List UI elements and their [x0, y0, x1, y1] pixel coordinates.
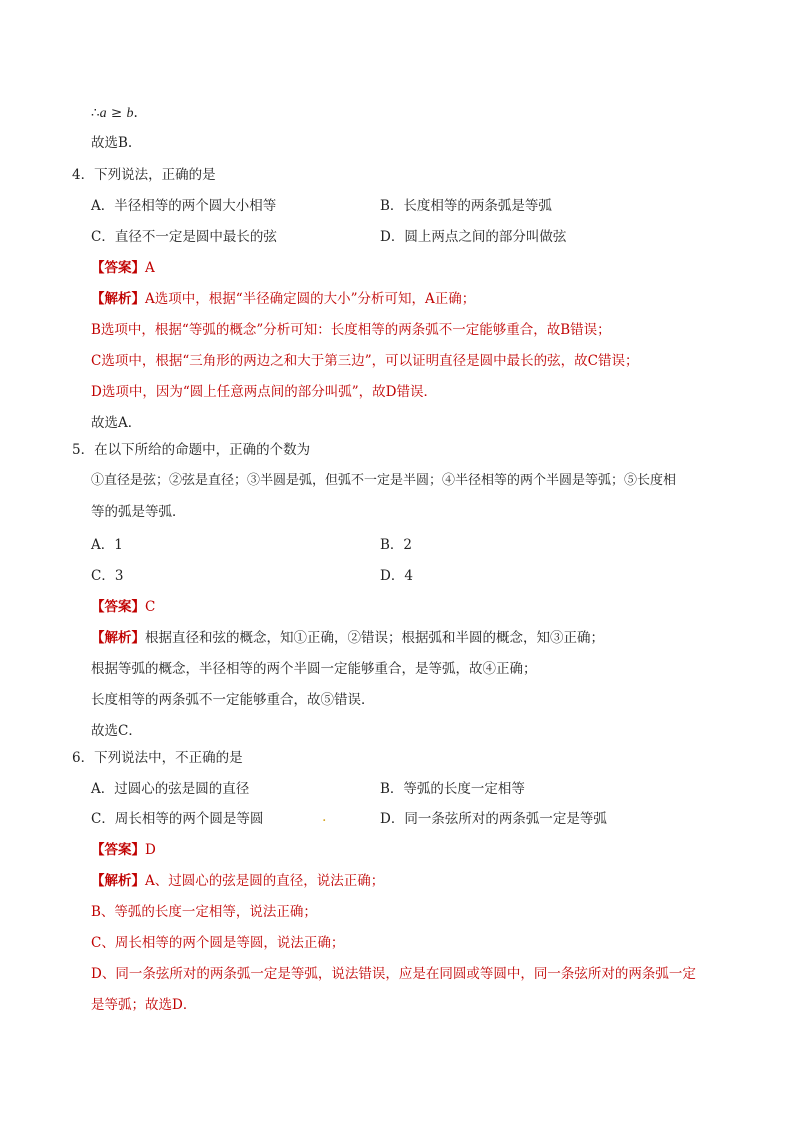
q6-answer-tag: 【答案】	[91, 842, 145, 858]
q6-option-b: B．等弧的长度一定相等	[380, 781, 525, 797]
q5-answer-tag: 【答案】	[91, 599, 145, 615]
q5-option-a: A．1	[91, 537, 123, 553]
q4-answer-value: A	[145, 260, 155, 276]
therefore-symbol: ∴	[91, 105, 100, 121]
q5-stem: 5．在以下所给的命题中，正确的个数为	[72, 442, 311, 458]
q4-analysis-tag: 【解析】	[91, 291, 145, 307]
q4-option-d: D．圆上两点之间的部分叫做弦	[380, 229, 567, 245]
q5-choose: 故选C．	[91, 723, 142, 739]
q4-analysis-text-1: A选项中，根据“半径确定圆的大小”分析可知，A正确；	[145, 291, 476, 307]
q6-analysis-4: D、同一条弦所对的两条弧一定是等弧，说法错误，应是在同圆或等圆中，同一条弦所对的两条弧一定	[91, 966, 696, 982]
q5-body-1: ①直径是弦；②弦是直径；③半圆是弧，但弧不一定是半圆；④半径相等的两个半圆是等弧；⑤长度相	[91, 473, 677, 488]
q5-analysis-2: 根据等弧的概念，半径相等的两个半圆一定能够重合，是等弧，故④正确；	[91, 661, 537, 677]
q4-analysis-2: B选项中，根据“等弧的概念”分析可知：长度相等的两条弧不一定能够重合，故B错误；	[91, 322, 611, 338]
q5-analysis-tag: 【解析】	[91, 630, 145, 646]
q4-option-c: C．直径不一定是圆中最长的弦	[91, 229, 277, 245]
therefore-line	[91, 104, 138, 123]
q6-analysis-3: C、周长相等的两个圆是等圆，说法正确；	[91, 935, 345, 951]
q4-answer	[91, 259, 155, 277]
expr-end: .	[133, 105, 138, 121]
q5-analysis-1	[91, 629, 604, 647]
q4-stem: 4．下列说法，正确的是	[72, 167, 216, 183]
q4-analysis-4: D选项中，因为“圆上任意两点间的部分叫弧”，故D错误．	[91, 384, 437, 400]
q5-body-2: 等的弧是等弧．	[91, 504, 186, 520]
q5-analysis-text-1: 根据直径和弦的概念，知①正确，②错误；根据弧和半圆的概念，知③正确；	[145, 630, 604, 646]
q6-option-a: A．过圆心的弦是圆的直径	[91, 781, 250, 797]
q6-answer-value: D	[145, 842, 156, 858]
expr-b: b	[126, 106, 134, 121]
q4-analysis-1	[91, 290, 475, 308]
q6-analysis-tag: 【解析】	[91, 873, 145, 889]
q6-analysis-text-1: A、过圆心的弦是圆的直径，说法正确；	[145, 873, 385, 889]
q5-answer-value: C	[145, 599, 156, 615]
intro-choose: 故选B.	[91, 135, 133, 151]
q5-analysis-3: 长度相等的两条弧不一定能够重合，故⑤错误．	[91, 692, 375, 708]
q4-option-b: B．长度相等的两条弧是等弧	[380, 198, 552, 214]
q4-choose: 故选A．	[91, 415, 142, 431]
q5-option-b: B．2	[380, 537, 413, 553]
q4-option-a: A．半径相等的两个圆大小相等	[91, 198, 277, 214]
q6-option-c: C．周长相等的两个圆是等圆	[91, 811, 264, 827]
q6-option-d: D．同一条弦所对的两条弧一定是等弧	[380, 811, 607, 827]
q5-option-d: D．4	[380, 568, 413, 584]
stray-dot: .	[322, 809, 327, 825]
q6-stem: 6．下列说法中，不正确的是	[72, 750, 243, 766]
q6-analysis-2: B、等弧的长度一定相等，说法正确；	[91, 904, 317, 920]
q6-analysis-1	[91, 872, 384, 890]
q4-answer-tag: 【答案】	[91, 260, 145, 276]
q5-option-c: C．3	[91, 568, 124, 584]
q6-answer	[91, 841, 156, 859]
q5-answer	[91, 598, 155, 616]
expr-op: ≥	[106, 105, 127, 121]
q4-analysis-3: C选项中，根据“三角形的两边之和大于第三边”，可以证明直径是圆中最长的弦，故C错误；	[91, 353, 639, 369]
q6-analysis-5: 是等弧；故选D．	[91, 997, 197, 1013]
expr-a: a	[99, 106, 107, 121]
